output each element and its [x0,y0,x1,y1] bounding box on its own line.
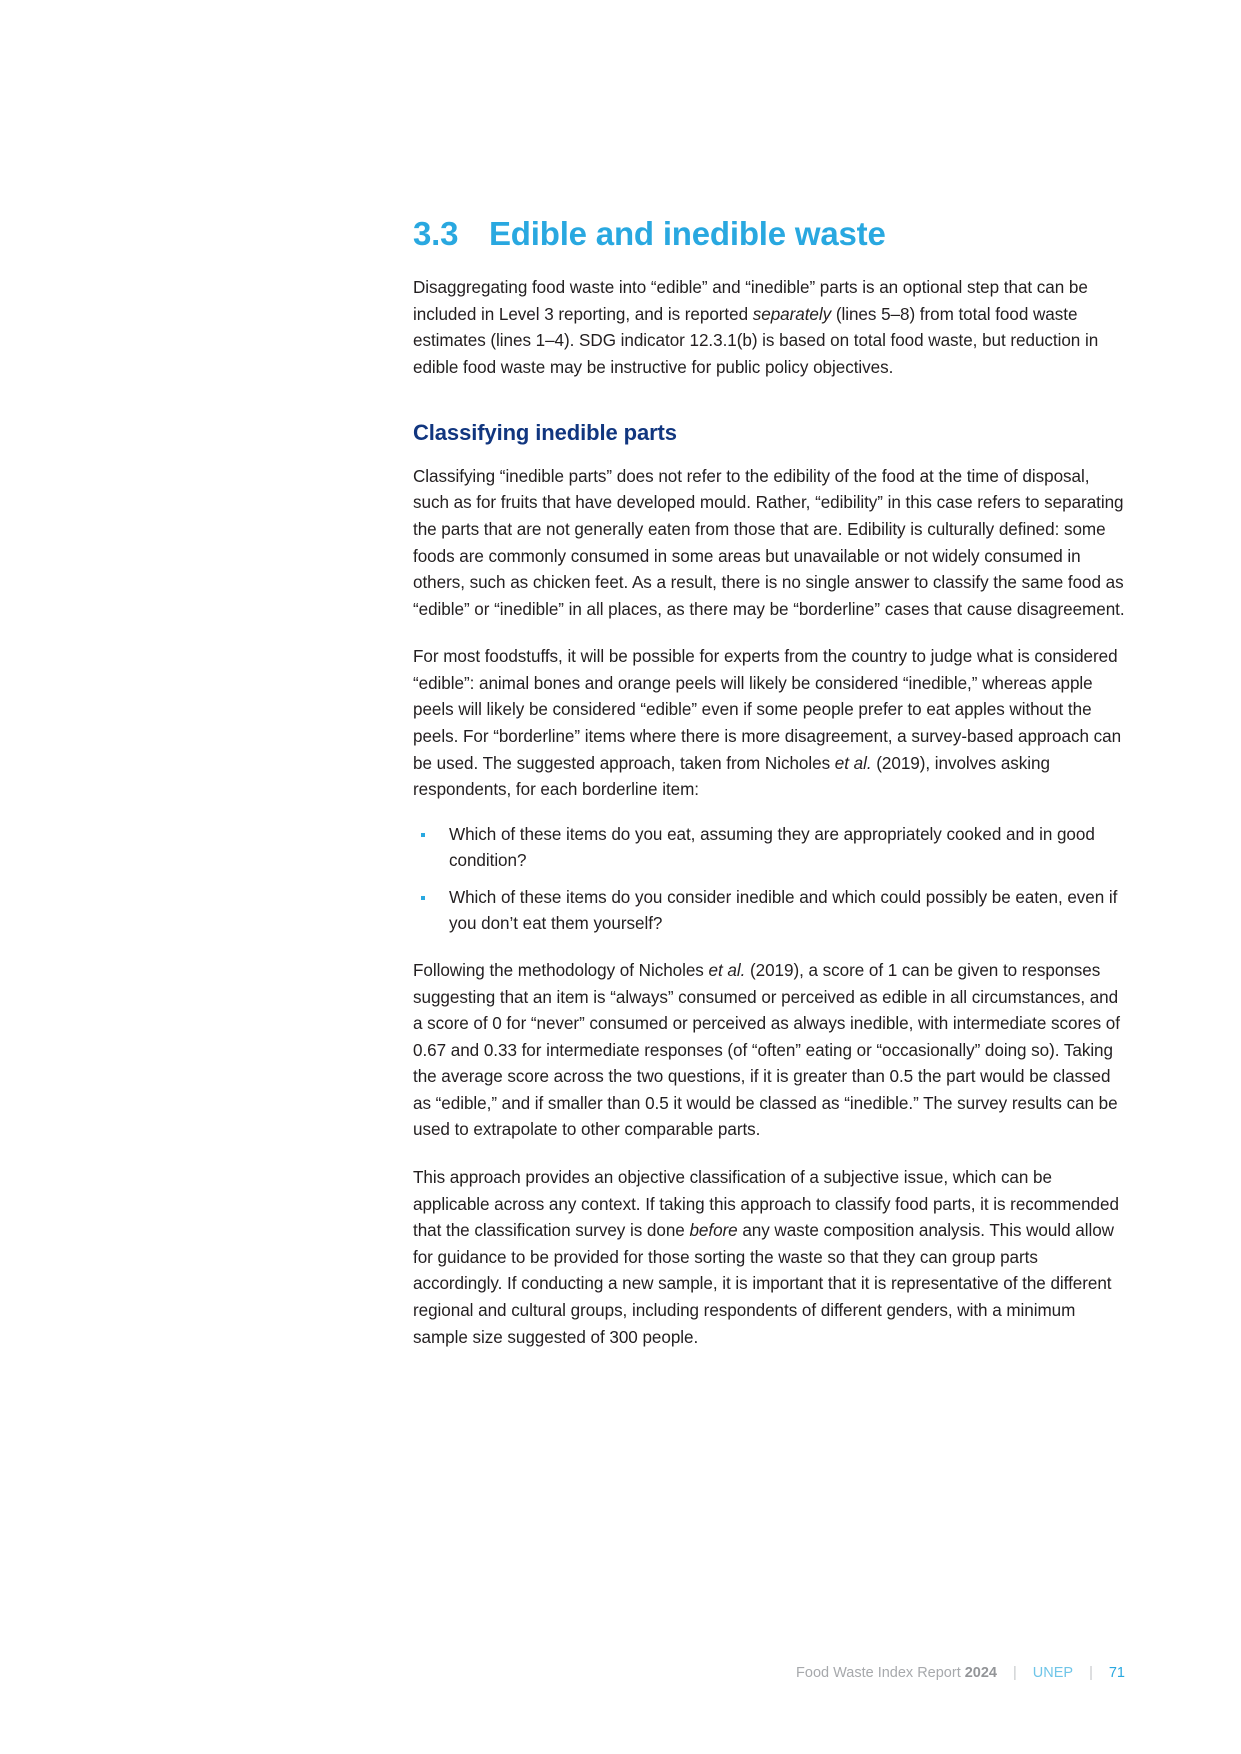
paragraph-methodology-scores [413,958,1125,1144]
bullet-square-icon [421,833,425,837]
paragraph-3-part-1: Following the methodology of Nicholes [413,961,709,981]
footer-separator-1: | [1013,1665,1017,1681]
footer-separator-2: | [1089,1665,1093,1681]
paragraph-most-foodstuffs [413,644,1125,803]
section-title: Edible and inedible waste [489,215,886,252]
subsection-heading: Classifying inedible parts [413,420,677,446]
bullet-square-icon [421,896,425,900]
section-number: 3.3 [413,215,459,252]
intro-text-part-1: Disaggregating food waste into “edible” and “inedible” parts is an optional step that can be included in Level 3 reporting, and is reported [413,277,1088,324]
footer-report-name: Food Waste Index Report [796,1665,961,1681]
paragraph-2-part-2: (2019), involves asking respondents, for each borderline item: [413,753,1050,800]
list-item-label: Which of these items do you consider inedible and which could possibly be eaten, even if you don’t eat them yourself? [449,887,1118,934]
list-item-label: Which of these items do you eat, assuming they are appropriately cooked and in good condition? [449,824,1095,871]
footer-organization: UNEP [1032,1665,1074,1681]
paragraph-3-emphasis-et-al: et al. [708,961,746,981]
page-footer [796,1665,1125,1681]
page-title [413,216,1125,253]
paragraph-approach-objective [413,1165,1125,1351]
paragraph-4-emphasis-before: before [689,1221,738,1241]
intro-emphasis-separately: separately [752,304,832,324]
paragraph-4-part-1: This approach provides an objective classification of a subjective issue, which can be applicable across any context. If taking this approach to classify food parts, it is recommended that the classification survey is done [413,1168,1119,1241]
list-item [413,885,1125,938]
paragraph-classifying-inedible: Classifying “inedible parts” does not refer to the edibility of the food at the time of disposal, such as for fruits that have developed mould. Rather, “edibility” in this case refers to separating the parts that are not generally eaten from those that are. Edibility is culturally defined: some foods are commonly consumed in some areas but unavailable or not widely consumed in others, such as chicken feet. As a result, there is no single answer to classify the same food as “edible” or “inedible” in all places, as there may be “borderline” cases that cause disagreement. [413,466,1125,619]
intro-paragraph [413,275,1125,381]
paragraph-3-part-2: (2019), a score of 1 can be given to responses suggesting that an item is “always” consumed or perceived as edible in all circumstances, and a score of 0 for “never” consumed or perceived as always inedible, with intermediate scores of 0.67 and 0.33 for intermediate responses (of “often” eating or “occasionally” doing so). Taking the average score across the two questions, if it is greater than 0.5 the part would be classed as “edible,” and if smaller than 0.5 it would be classed as “inedible.” The survey results can be used to extrapolate to other comparable parts. [413,961,1120,1140]
survey-questions-list [413,822,1125,938]
paragraph-4-part-2: any waste composition analysis. This would allow for guidance to be provided for those sorting the waste so that they can group parts accordingly. If conducting a new sample, it is important that it is representative of the different regional and cultural groups, including respondents of different genders, with a minimum sample size suggested of 300 people. [413,1221,1114,1347]
footer-report-year: 2024 [964,1665,997,1681]
paragraph-2-part-1: For most foodstuffs, it will be possible for experts from the country to judge what is considered “edible”: animal bones and orange peels will likely be considered “inedible,” whereas apple peels will likely be considered “edible” even if some people prefer to eat apples without the peels. For “borderline” items where there is more disagreement, a survey-based approach can be used. The suggested approach, taken from Nicholes [413,647,1122,773]
intro-text-part-2: (lines 5–8) from total food waste estimates (lines 1–4). SDG indicator 12.3.1(b) is based on total food waste, but reduction in edible food waste may be instructive for public policy objectives. [413,304,1099,377]
list-item [413,822,1125,875]
paragraph-2-emphasis-et-al: et al. [834,753,872,773]
footer-page-number: 71 [1108,1665,1125,1681]
page-content [413,216,1125,1372]
